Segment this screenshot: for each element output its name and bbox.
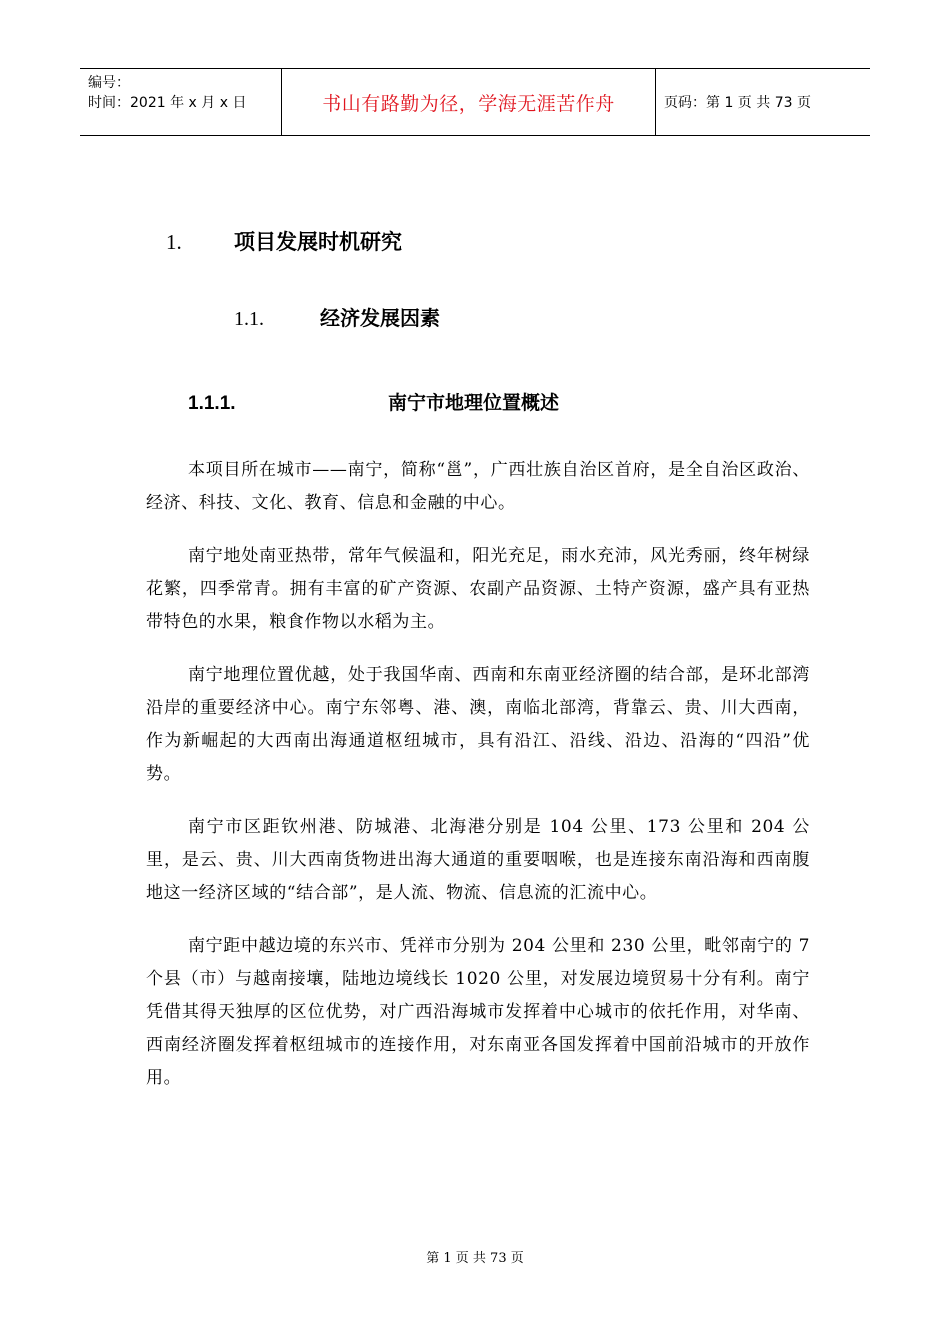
- paragraph: 南宁地理位置优越，处于我国华南、西南和东南亚经济圈的结合部，是环北部湾沿岸的重要经济中心。南宁东邻粤、港、澳，南临北部湾，背靠云、贵、川大西南，作为新崛起的大西南出海通道枢纽城市，具有沿江、沿线、沿边、沿海的“四沿”优势。: [146, 665, 810, 784]
- date-label: 时间：2021 年 x 月 x 日: [88, 95, 247, 111]
- page-header: [80, 68, 870, 136]
- heading-2-text: 经济发展因素: [320, 306, 440, 330]
- paragraph: 南宁地处南亚热带，常年气候温和，阳光充足，雨水充沛，风光秀丽，终年树绿花繁，四季常青。拥有丰富的矿产资源、农副产品资源、土特产资源，盛产具有亚热带特色的水果，粮食作物以水稻为主。: [146, 546, 810, 632]
- heading-level-2: [234, 302, 440, 331]
- heading-3-text: 南宁市地理位置概述: [388, 392, 560, 414]
- page-info: 页码：第 1 页 共 73 页: [664, 95, 811, 111]
- heading-level-3: [188, 388, 559, 415]
- motto-text: 书山有路勤为径，学海无涯苦作舟: [282, 69, 656, 135]
- paragraph: 南宁市区距钦州港、防城港、北海港分别是 104 公里、173 公里和 204 公里，是云、贵、川大西南货物进出海大通道的重要咽喉，也是连接东南沿海和西南腹地这一经济区域的“结合部”，是人流、物流、信息流的汇流中心。: [146, 817, 810, 903]
- heading-1-text: 项目发展时机研究: [234, 230, 402, 254]
- paragraph: 南宁距中越边境的东兴市、凭祥市分别为 204 公里和 230 公里，毗邻南宁的 7 个县（市）与越南接壤，陆地边境线长 1020 公里，对发展边境贸易十分有利。南宁凭借其得天独厚的区位优势，对广西沿海城市发挥着中心城市的依托作用，对华南、西南经济圈发挥着枢纽城市的连接作用，对东南亚各国发挥着中国前沿城市的开放作用。: [146, 936, 810, 1088]
- heading-level-1: [166, 226, 402, 256]
- number-label: 编号：: [88, 75, 130, 91]
- heading-2-number: 1.1.: [234, 308, 264, 330]
- header-meta: [80, 69, 282, 135]
- body-content: [146, 454, 810, 1115]
- heading-1-number: 1.: [166, 230, 182, 254]
- paragraph: 本项目所在城市——南宁，简称“邕”，广西壮族自治区首府，是全自治区政治、经济、科技、文化、教育、信息和金融的中心。: [146, 460, 810, 513]
- page-footer: 第 1 页 共 73 页: [426, 1251, 524, 1266]
- heading-3-number: 1.1.1.: [188, 393, 236, 414]
